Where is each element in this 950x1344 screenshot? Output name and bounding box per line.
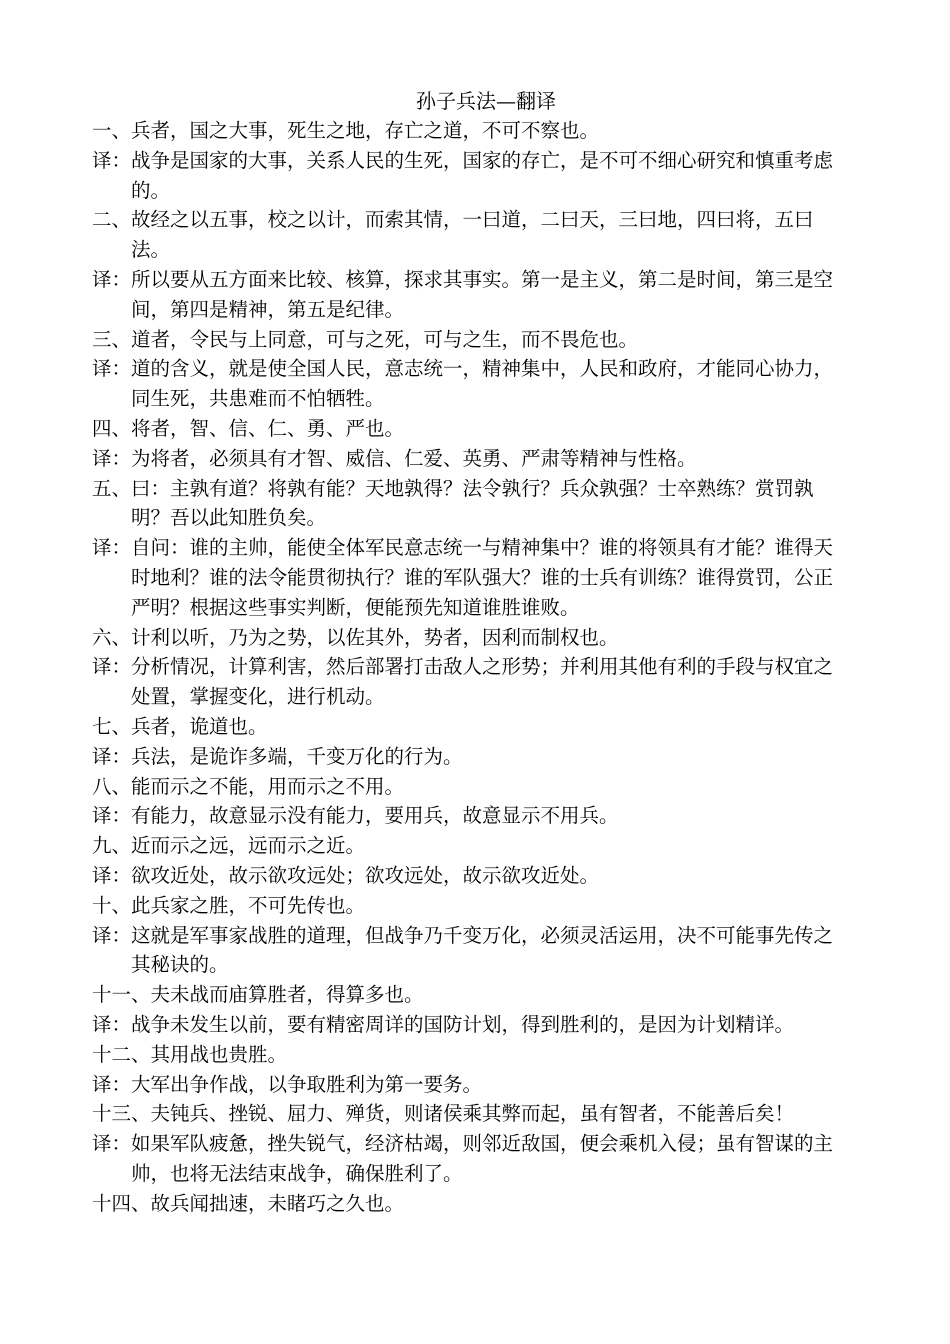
page-title: 孙子兵法—翻译 <box>416 89 556 113</box>
translation-label: 译： <box>92 744 132 768</box>
translation-label: 译： <box>92 655 132 679</box>
entry-1 <box>92 116 850 146</box>
entry-10-translation <box>92 921 850 981</box>
entry-6 <box>92 623 850 653</box>
entry-4-translation <box>92 444 850 474</box>
entry-1-translation <box>92 146 850 206</box>
translation-text: 道的含义，就是使全国人民，意志统一，精神集中，人民和政府，才能同心协力，同生死，共患难而不怕牺牲。 <box>131 357 834 411</box>
translation-label: 译： <box>92 446 132 470</box>
entry-text: 将者，智、信、仁、勇、严也。 <box>131 416 405 440</box>
translation-label: 译： <box>92 267 132 291</box>
translation-text: 大军出争作战，以争取胜利为第一要务。 <box>131 1072 483 1096</box>
entry-13-translation <box>92 1129 850 1189</box>
translation-text: 这就是军事家战胜的道理，但战争乃千变万化，必须灵活运用，决不可能事先传之其秘诀的。 <box>131 923 834 977</box>
entry-2 <box>92 205 850 265</box>
entry-3 <box>92 325 850 355</box>
entry-5 <box>92 474 850 534</box>
translation-text: 战争未发生以前，要有精密周详的国防计划，得到胜利的，是因为计划精详。 <box>131 1012 795 1036</box>
entry-text: 道者，令民与上同意，可与之死，可与之生，而不畏危也。 <box>131 327 639 351</box>
entry-text: 此兵家之胜，不可先传也。 <box>131 893 366 917</box>
entry-text: 夫钝兵、挫锐、屈力、殚货，则诸侯乘其弊而起，虽有智者，不能善后矣！ <box>150 1102 795 1126</box>
translation-text: 有能力，故意显示没有能力，要用兵，故意显示不用兵。 <box>131 804 619 828</box>
entry-text: 近而示之远，远而示之近。 <box>131 834 366 858</box>
entry-10 <box>92 891 850 921</box>
entry-text: 其用战也贵胜。 <box>150 1042 288 1066</box>
entry-12-translation <box>92 1070 850 1100</box>
translation-label: 译： <box>92 1072 132 1096</box>
entry-13 <box>92 1099 850 1129</box>
entry-text: 能而示之不能，用而示之不用。 <box>131 774 405 798</box>
entry-3-translation <box>92 354 850 414</box>
translation-label: 译： <box>92 536 132 560</box>
translation-label: 译： <box>92 863 132 887</box>
entry-6-translation <box>92 652 850 712</box>
translation-label: 译： <box>92 148 132 172</box>
entry-label: 三、 <box>92 327 132 351</box>
entry-8-translation <box>92 801 850 831</box>
entry-label: 八、 <box>92 774 132 798</box>
entry-label: 二、 <box>92 208 132 232</box>
entry-text: 计利以听，乃为之势，以佐其外，势者，因利而制权也。 <box>131 625 619 649</box>
entry-14 <box>92 1189 850 1219</box>
translation-label: 译： <box>92 923 132 947</box>
entry-text: 兵者，国之大事，死生之地，存亡之道，不可不察也。 <box>131 119 600 142</box>
translation-text: 分析情况，计算利害，然后部署打击敌人之形势；并利用其他有利的手段与权宜之处置，掌握变化，进行机动。 <box>131 655 834 709</box>
entry-label: 十三、 <box>92 1102 151 1126</box>
entry-5-translation <box>92 533 850 622</box>
entry-2-translation <box>92 265 850 325</box>
translation-text: 兵法，是诡诈多端，千变万化的行为。 <box>131 744 463 768</box>
translation-label: 译： <box>92 1012 132 1036</box>
entry-label: 四、 <box>92 416 132 440</box>
entry-9-translation <box>92 861 850 891</box>
entry-7 <box>92 712 850 742</box>
entry-12 <box>92 1040 850 1070</box>
entry-text: 夫未战而庙算胜者，得算多也。 <box>150 983 424 1007</box>
translation-text: 欲攻近处，故示欲攻远处；欲攻远处，故示欲攻近处。 <box>131 863 600 887</box>
entry-text: 故经之以五事，校之以计，而索其情，一曰道，二曰天，三曰地，四曰将，五曰法。 <box>131 208 814 262</box>
entry-11 <box>92 980 850 1010</box>
entry-label: 七、 <box>92 714 132 738</box>
entry-4 <box>92 414 850 444</box>
translation-text: 为将者，必须具有才智、威信、仁爱、英勇、严肃等精神与性格。 <box>131 446 697 470</box>
entry-label: 十二、 <box>92 1042 151 1066</box>
entry-text: 兵者，诡道也。 <box>131 714 268 738</box>
entry-11-translation <box>92 1010 850 1040</box>
entry-8 <box>92 772 850 802</box>
entry-label: 五、 <box>92 476 132 500</box>
entry-label: 六、 <box>92 625 132 649</box>
translation-text: 自问：谁的主帅，能使全体军民意志统一与精神集中？谁的将领具有才能？谁得天时地利？谁的法令能贯彻执行？谁的军队强大？谁的士兵有训练？谁得赏罚，公正严明？根据这些事实判断，便能预先知道谁胜谁败。 <box>131 536 834 619</box>
entry-label: 一、 <box>92 119 132 142</box>
entry-7-translation <box>92 742 850 772</box>
entry-label: 十一、 <box>92 983 151 1007</box>
entry-text: 曰：主孰有道？将孰有能？天地孰得？法令孰行？兵众孰强？士卒熟练？赏罚孰明？吾以此知胜负矣。 <box>131 476 814 530</box>
translation-text: 如果军队疲惫，挫失锐气，经济枯竭，则邻近敌国，便会乘机入侵；虽有智谋的主帅，也将无法结束战争，确保胜利了。 <box>131 1132 834 1185</box>
translation-label: 译： <box>92 804 132 828</box>
entry-text: 故兵闻拙速，未睹巧之久也。 <box>150 1191 405 1215</box>
translation-label: 译： <box>92 1132 132 1156</box>
translation-label: 译： <box>92 357 132 381</box>
entry-label: 九、 <box>92 834 132 858</box>
translation-text: 战争是国家的大事，关系人民的生死，国家的存亡，是不可不细心研究和慎重考虑的。 <box>131 148 834 202</box>
entry-label: 十、 <box>92 893 132 917</box>
entry-label: 十四、 <box>92 1191 151 1215</box>
translation-text: 所以要从五方面来比较、核算，探求其事实。第一是主义，第二是时间，第三是空间，第四是精神，第五是纪律。 <box>131 267 834 321</box>
entry-9 <box>92 831 850 861</box>
